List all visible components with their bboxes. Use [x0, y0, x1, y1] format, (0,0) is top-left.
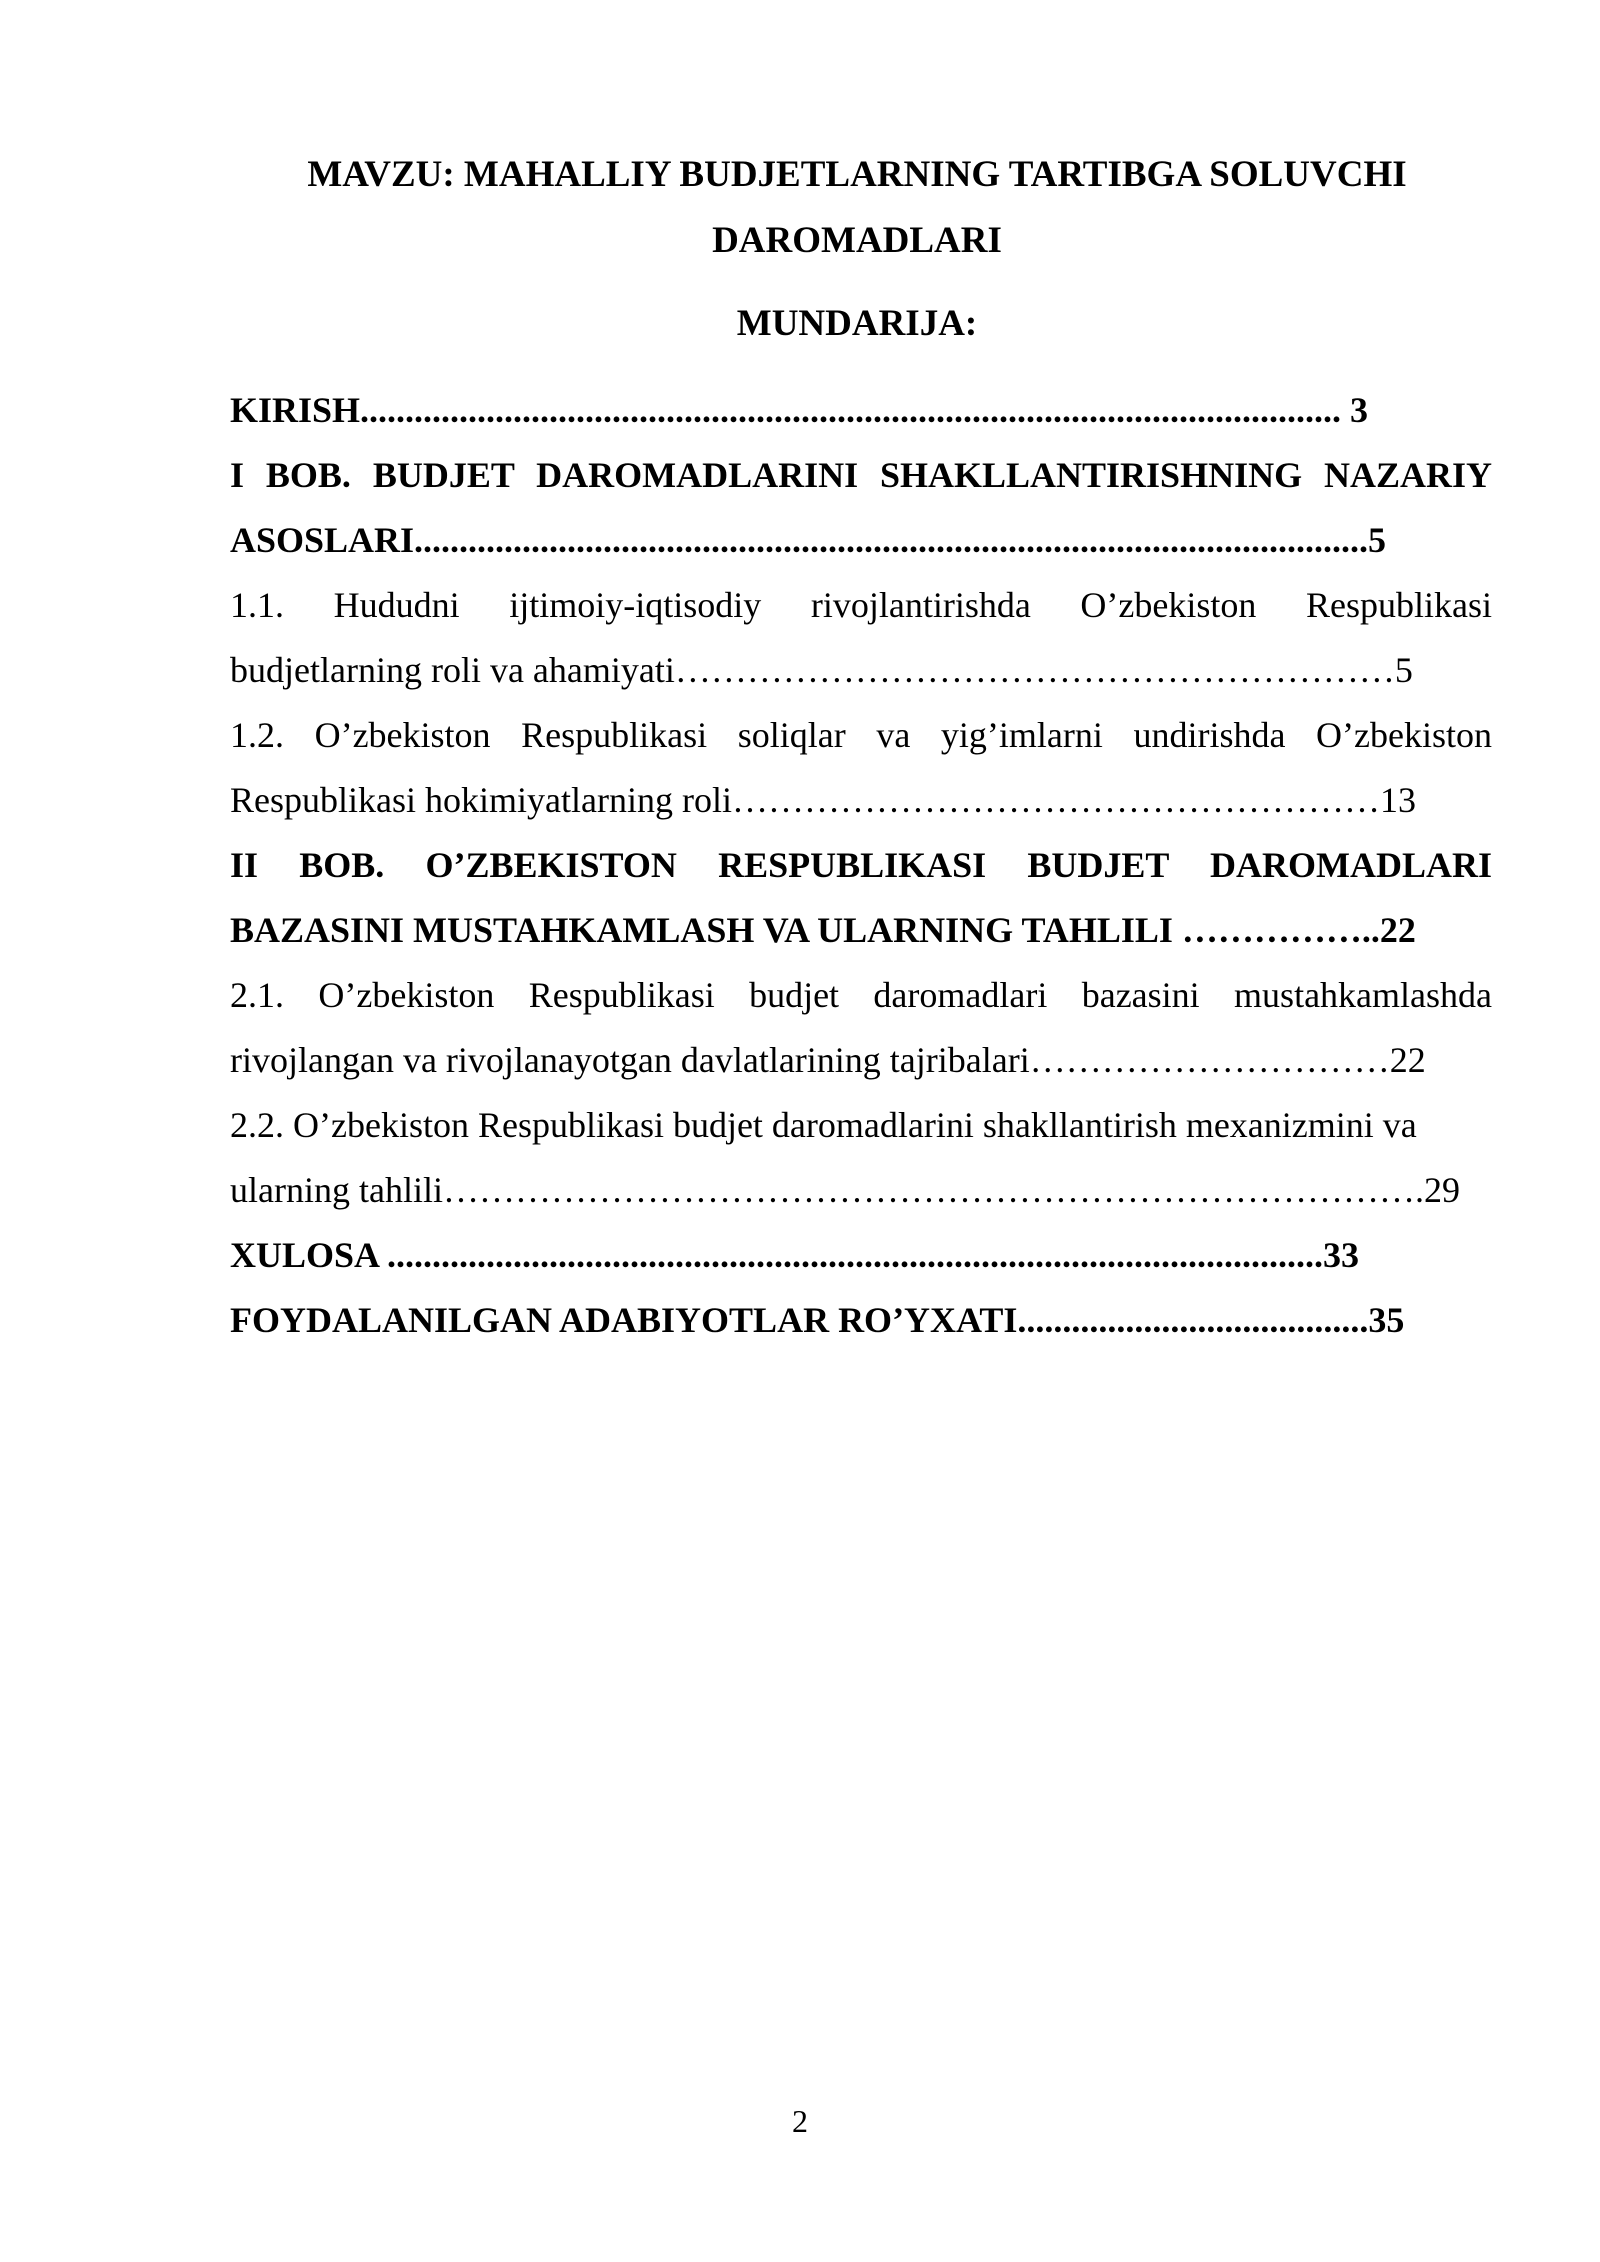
toc-entry-xulosa: XULOSA ........................................................................................................33	[230, 1235, 1360, 1275]
toc-entry-chapter-1-title: I BOB. BUDJET DAROMADLARINI SHAKLLANTIRISHNING NAZARIY	[230, 455, 1492, 495]
toc-entry-section-2-1-cont: rivojlangan va rivojlanayotgan davlatlarining tajribalari…………………………22	[230, 1040, 1426, 1080]
table-of-contents-heading: MUNDARIJA:	[736, 303, 978, 344]
toc-entry-section-2-1: 2.1. O’zbekiston Respublikasi budjet daromadlari bazasini mustahkamlashda	[230, 975, 1492, 1015]
page-number: 2	[792, 2103, 808, 2139]
toc-entry-kirish: KIRISH............................................................................................................. 3	[230, 390, 1369, 430]
document-title-line-1: MAVZU: MAHALLIY BUDJETLARNING TARTIBGA SOLUVCHI	[307, 154, 1407, 195]
toc-entry-references: FOYDALANILGAN ADABIYOTLAR RO’YXATI.......................................35	[230, 1300, 1405, 1340]
toc-entry-section-1-2: 1.2. O’zbekiston Respublikasi soliqlar va yig’imlarni undirishda O’zbekiston	[230, 715, 1492, 755]
document-title-line-2: DAROMADLARI	[712, 220, 1002, 261]
toc-entry-section-1-1: 1.1. Hududni ijtimoiy-iqtisodiy rivojlantirishda O’zbekiston Respublikasi	[230, 585, 1492, 625]
table-of-contents	[230, 378, 1492, 1353]
toc-entry-section-1-1-cont: budjetlarning roli va ahamiyati……………………………………………………5	[230, 650, 1413, 690]
toc-entry-section-2-2-cont: ularning tahlili……………………………………………………………………….29	[230, 1170, 1460, 1210]
toc-entry-chapter-1-title-cont: ASOSLARI..........................................................................................................5	[230, 520, 1387, 560]
toc-entry-chapter-2-title-cont: BAZASINI MUSTAHKAMLASH VA ULARNING TAHLILI ……………..22	[230, 910, 1416, 950]
toc-entry-section-2-2: 2.2. O’zbekiston Respublikasi budjet daromadlarini shakllantirish mexanizmini va	[230, 1105, 1417, 1145]
toc-entry-section-1-2-cont: Respublikasi hokimiyatlarning roli………………………………………………13	[230, 780, 1416, 820]
toc-entry-chapter-2-title: II BOB. O’ZBEKISTON RESPUBLIKASI BUDJET DAROMADLARI	[230, 845, 1492, 885]
